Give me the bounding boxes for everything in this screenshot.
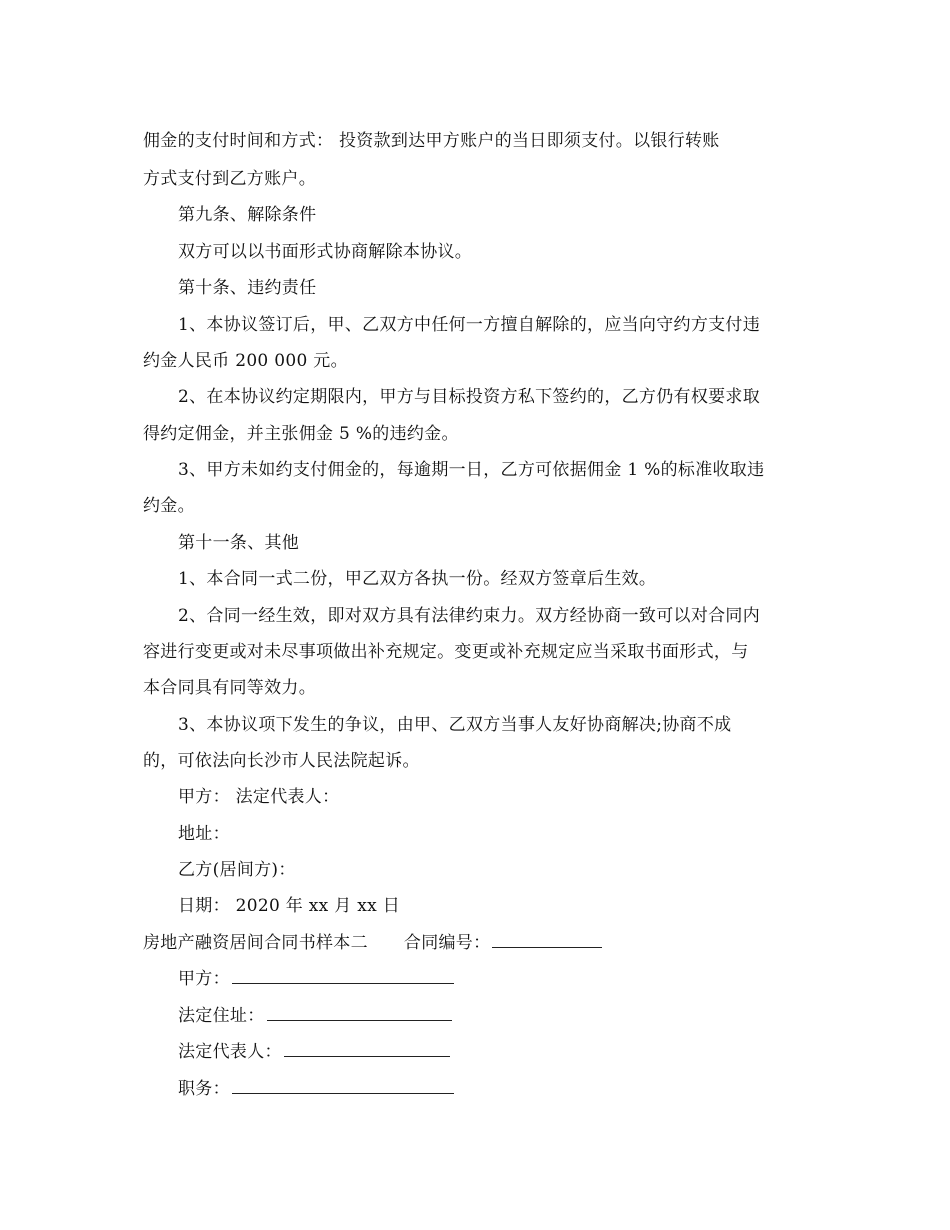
contract-number-label: 合同编号： [403,933,491,953]
form-row-legal-rep [178,1040,858,1064]
paragraph-line: 方式支付到乙方账户。 [143,169,316,189]
section-heading-9: 第九条、解除条件 [178,205,317,225]
paragraph-line: 1、本协议签订后，甲、乙双方中任何一方擅自解除的，应当向守约方支付违 [178,315,761,335]
paragraph-line: 双方可以以书面形式协商解除本协议。 [178,242,473,262]
paragraph-line: 本合同具有同等效力。 [143,678,316,698]
paragraph-line: 2、合同一经生效，即对双方具有法律约束力。双方经协商一致可以对合同内 [178,606,761,626]
paragraph-line: 约金。 [143,496,195,516]
section-heading-10: 第十条、违约责任 [178,278,317,298]
paragraph-line: 容进行变更或对未尽事项做出补充规定。变更或补充规定应当采取书面形式，与 [143,642,749,662]
position-blank [232,1077,454,1094]
form-row-legal-address [178,1004,858,1028]
contract-number-blank [492,931,602,948]
paragraph-line: 约金人民币 200 000 元。 [143,351,348,371]
paragraph-line: 得约定佣金，并主张佣金 5 %的违约金。 [143,424,459,444]
paragraph-line: 的，可依法向长沙市人民法院起诉。 [143,751,420,771]
sample-title-row [143,931,823,955]
section-heading-11: 第十一条、其他 [178,533,300,553]
position-label: 职务： [178,1079,230,1099]
paragraph-line: 3、甲方未如约支付佣金的，每逾期一日，乙方可依据佣金 1 %的标准收取违 [178,460,765,480]
legal-rep-label: 法定代表人： [178,1042,282,1062]
paragraph-line: 2、在本协议约定期限内，甲方与目标投资方私下签约的，乙方仍有权要求取 [178,387,761,407]
paragraph-line: 3、本协议项下发生的争议，由甲、乙双方当事人友好协商解决;协商不成 [178,715,732,735]
legal-address-label: 法定住址： [178,1006,265,1026]
signature-party-a: 甲方： 法定代表人： [178,787,340,807]
legal-address-blank [267,1004,452,1021]
legal-rep-blank [284,1040,450,1057]
signature-date: 日期： 2020 年 xx 月 xx 日 [178,896,401,916]
signature-party-b: 乙方(居间方)： [178,860,296,880]
party-a-label: 甲方： [178,969,230,989]
sample-title: 房地产融资居间合同书样本二 [143,933,368,953]
party-a-blank [232,967,454,984]
form-row-party-a [178,967,858,991]
paragraph-line: 佣金的支付时间和方式： 投资款到达甲方账户的当日即须支付。以银行转账 [143,131,720,151]
signature-address: 地址： [178,824,230,844]
paragraph-line: 1、本合同一式二份，甲乙双方各执一份。经双方签章后生效。 [178,569,657,589]
form-row-position [178,1077,858,1101]
